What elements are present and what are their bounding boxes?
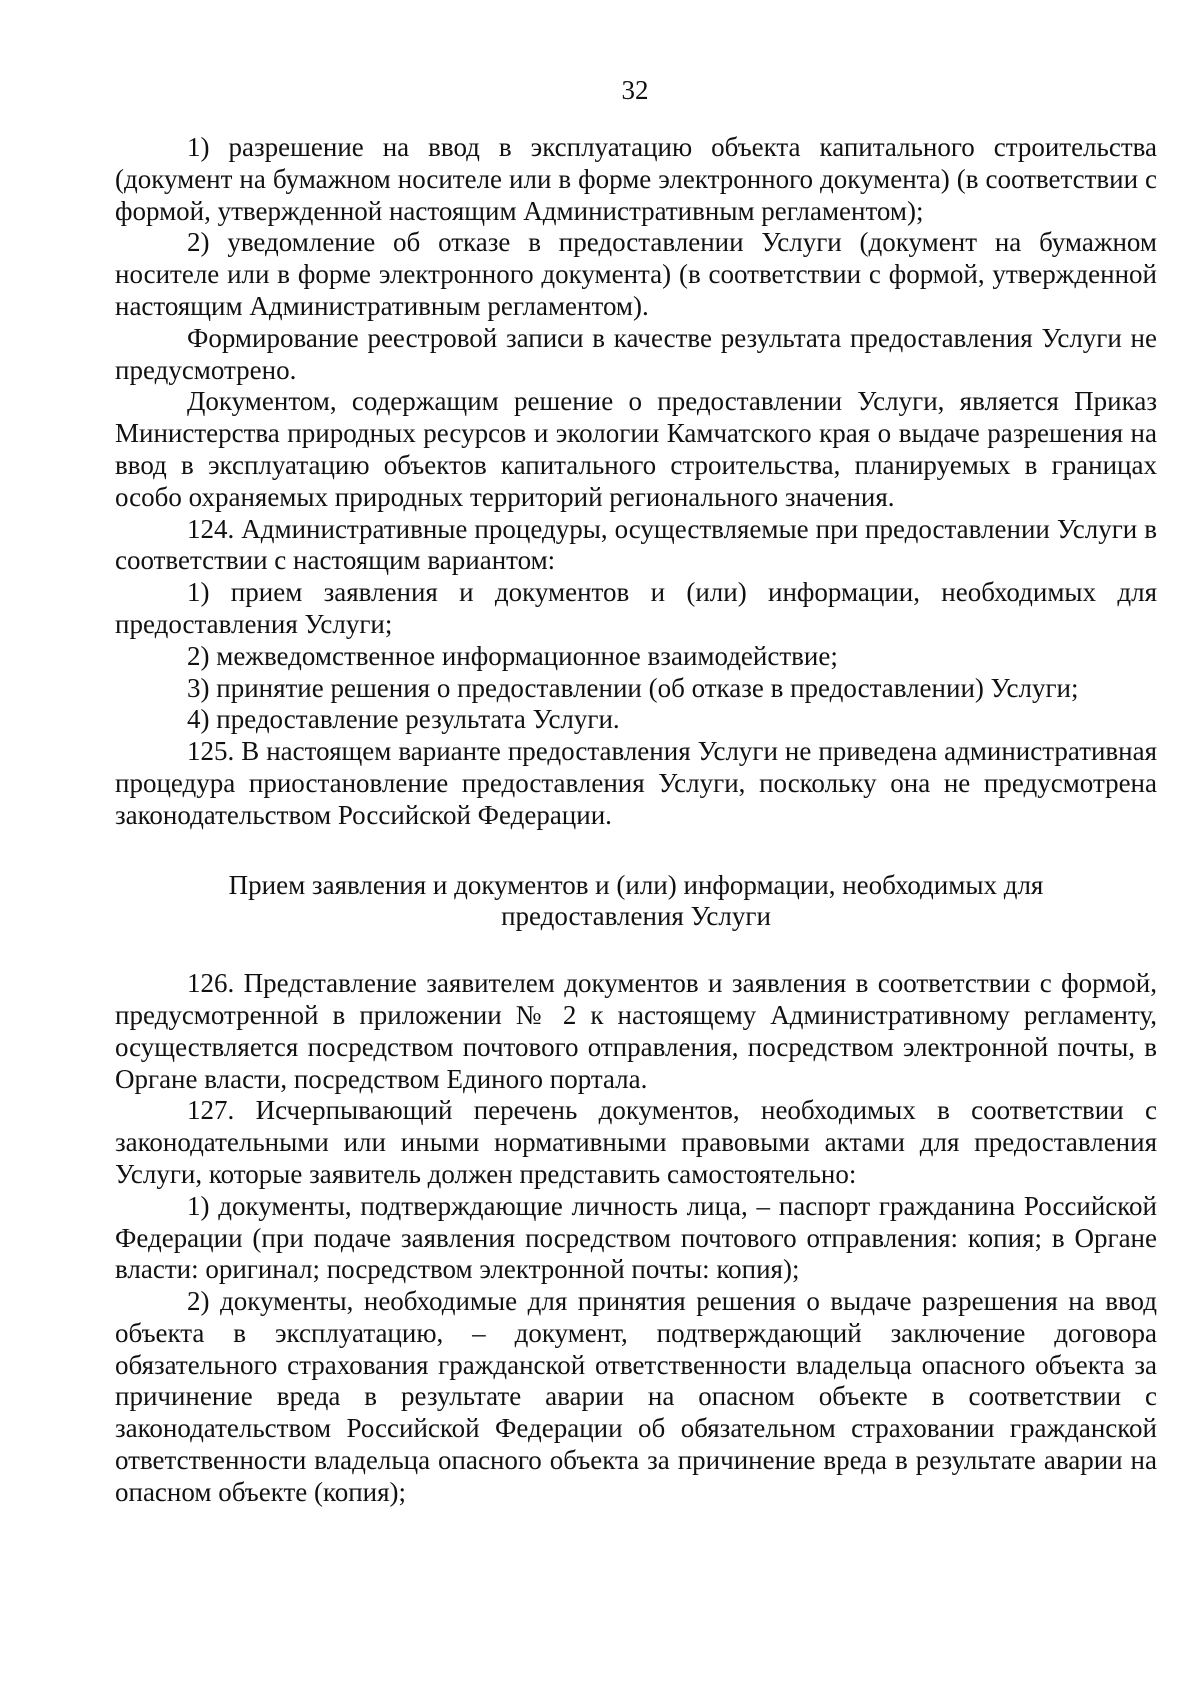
paragraph-procedure-4: 4) предоставление результата Услуги. <box>187 704 620 735</box>
paragraph-procedure-3: 3) принятие решения о предоставлении (об отказе в предоставлении) Услуги; <box>187 672 1079 703</box>
page-number: 32 <box>621 75 649 105</box>
paragraph-result-refusal: 2) уведомление об отказе в предоставлении Услуги (документ на бумажном носителе или в форме электронного документа) (в соответствии с формой, утвержденной настоящим Административным регламентом). <box>115 227 1157 321</box>
paragraph-document-2: 2) документы, необходимые для принятия решения о выдаче разрешения на ввод объекта в эксплуатацию, – документ, подтверждающий заключение договора обязательного страхования гражданской ответственности владельца опасного объекта за причинение вреда в результате аварии на опасном объекте в соответствии с законодательством Российской Федерации об обязательном страховании гражданской ответственности владельца опасного объекта за причинение вреда в результате аварии на опасном объекте (копия); <box>115 1286 1157 1507</box>
paragraph-procedure-1: 1) прием заявления и документов и (или) информации, необходимых для предоставления Услуги; <box>115 577 1157 639</box>
paragraph-registry-record: Формирование реестровой записи в качестве результата предоставления Услуги не предусмотрено. <box>115 322 1157 385</box>
paragraph-127: 127. Исчерпывающий перечень документов, необходимых в соответствии с законодательными или иными нормативными правовыми актами для предоставления Услуги, которые заявитель должен представить самостоятельно: <box>115 1095 1157 1189</box>
section-heading-line-2: предоставления Услуги <box>501 901 771 932</box>
section-heading-line-1: Прием заявления и документов и (или) информации, необходимых для <box>228 869 1044 900</box>
paragraph-124: 124. Административные процедуры, осуществляемые при предоставлении Услуги в соответствии с настоящим вариантом: <box>115 513 1157 576</box>
paragraph-decision-document: Документом, содержащим решение о предоставлении Услуги, является Приказ Министерства природных ресурсов и экологии Камчатского края о выдаче разрешения на ввод в эксплуатацию объектов капитального строительства, планируемых в границах особо охраняемых природных территорий регионального значения. <box>115 386 1157 512</box>
paragraph-procedure-2: 2) межведомственное информационное взаимодействие; <box>187 640 838 671</box>
paragraph-result-permit: 1) разрешение на ввод в эксплуатацию объекта капитального строительства (документ на бумажном носителе или в форме электронного документа) (в соответствии с формой, утвержденной настоящим Административным регламентом); <box>115 132 1157 226</box>
paragraph-document-1: 1) документы, подтверждающие личность лица, – паспорт гражданина Российской Федерации (при подаче заявления посредством почтового отправления: копия; в Органе власти: оригинал; посредством электронной почты: копия); <box>115 1190 1157 1285</box>
document-body <box>115 132 1157 1509</box>
paragraph-125: 125. В настоящем варианте предоставления Услуги не приведена административная процедура приостановление предоставления Услуги, поскольку она не предусмотрена законодательством Российской Федерации. <box>115 736 1157 830</box>
section-heading <box>115 870 1157 934</box>
paragraph-126: 126. Представление заявителем документов и заявления в соответствии с формой, предусмотренной в приложении № 2 к настоящему Административному регламенту, осуществляется посредством почтового отправления, посредством электронной почты, в Органе власти, посредством Единого портала. <box>115 968 1157 1094</box>
